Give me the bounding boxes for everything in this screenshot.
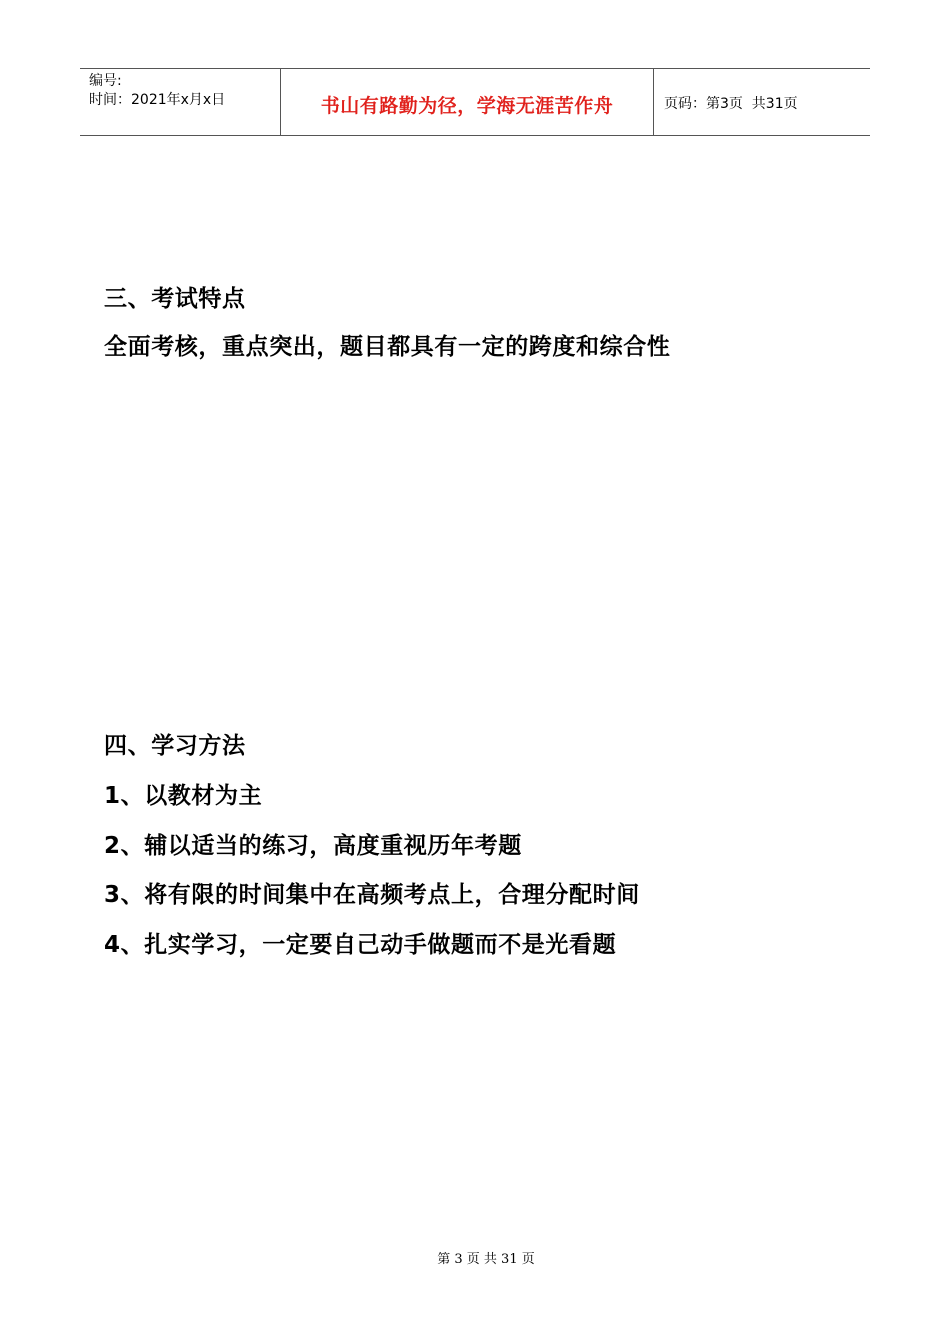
header-motto-cell xyxy=(281,69,654,135)
section-heading-study-methods: 四、学习方法 xyxy=(104,733,246,759)
page-number-label: 页码：第3页 共31页 xyxy=(664,96,798,112)
study-method-item-4: 4、扎实学习，一定要自己动手做题而不是光看题 xyxy=(104,932,617,958)
header-info-cell xyxy=(80,69,281,135)
serial-number-label: 编号: xyxy=(89,73,122,89)
date-label: 时间：2021年x月x日 xyxy=(89,92,226,108)
page-footer: 第 3 页 共 31 页 xyxy=(437,1252,535,1267)
document-header-table xyxy=(80,68,870,136)
motto-text: 书山有路勤为径，学海无涯苦作舟 xyxy=(320,94,614,117)
study-method-item-3: 3、将有限的时间集中在高频考点上，合理分配时间 xyxy=(104,882,640,908)
exam-features-text: 全面考核，重点突出，题目都具有一定的跨度和综合性 xyxy=(104,334,671,360)
header-page-cell xyxy=(654,69,870,135)
study-method-item-2: 2、辅以适当的练习，高度重视历年考题 xyxy=(104,833,522,859)
section-heading-exam-features: 三、考试特点 xyxy=(104,286,246,312)
study-method-item-1: 1、以教材为主 xyxy=(104,783,263,809)
